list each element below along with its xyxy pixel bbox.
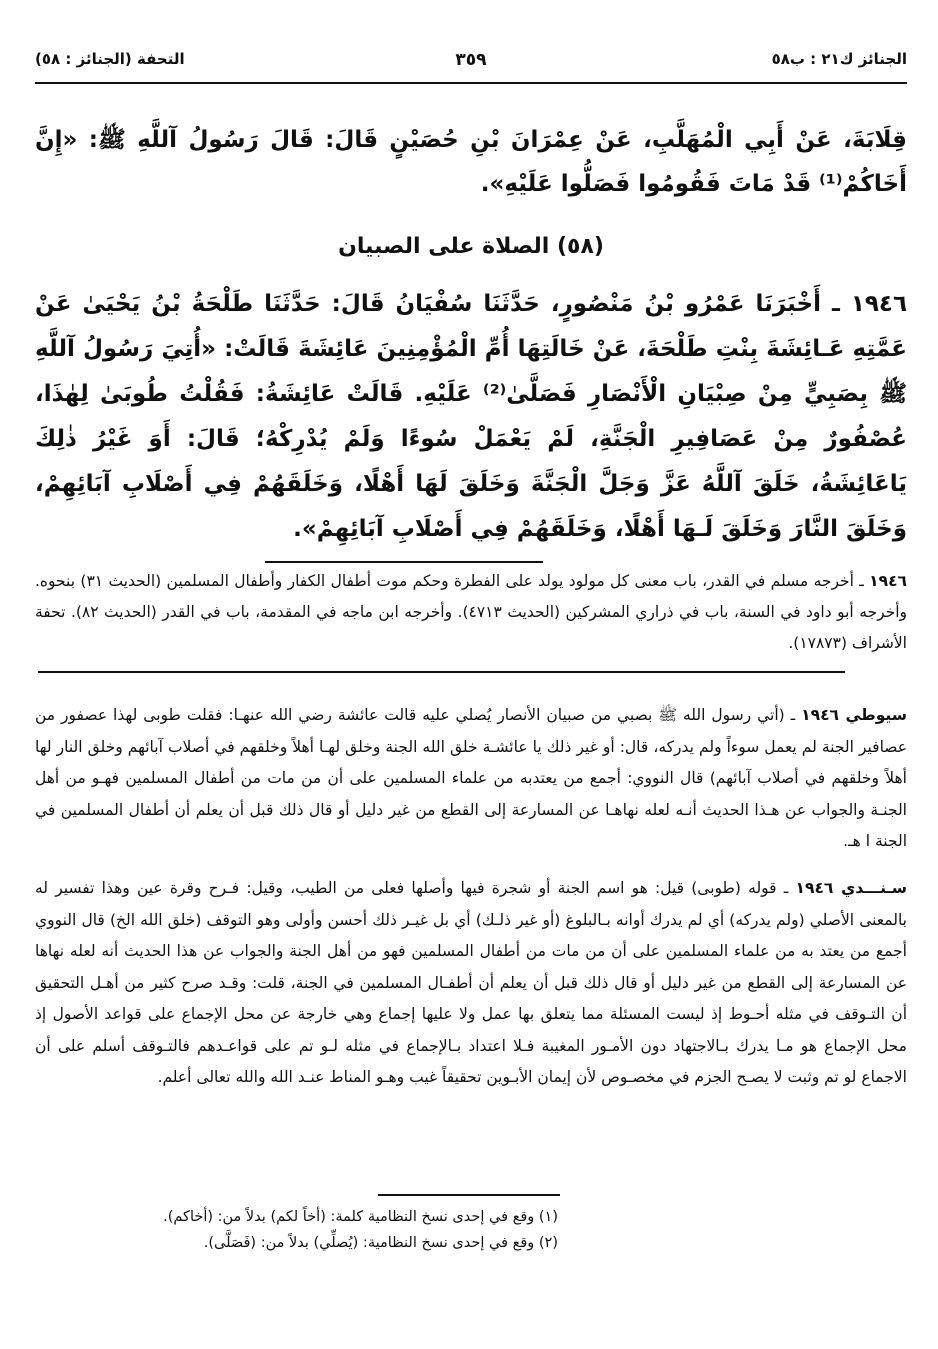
header-chapter-reference: الجنائز ك٢١ : ب٥٨: [771, 50, 907, 68]
hadith-continuation: قِلَابَةَ، عَنْ أَبِي الْمُهَلَّبِ، عَنْ عِمْرَانَ بْنِ حُصَيْنٍ قَالَ: قَالَ رَسُولُ آللَّهِ ﷺ: «إِنَّ أَخَاكُمْ⁽¹⁾ قَدْ مَاتَ فَقُومُوا فَصَلُّوا عَلَيْهِ».: [35, 127, 907, 197]
hadith-text: ـ أَخْبَرَنَا عَمْرُو بْنُ مَنْصُورٍ، حَدَّثَنَا سُفْيَانُ قَالَ: حَدَّثَنَا طَلْحَةُ بْنُ يَحْيَىٰ عَنْ عَمَّتِهِ عَـائِشَةَ بِنْتِ طَلْحَةَ، عَنْ خَالَتِهَا أُمِّ الْمُؤْمِنِينَ عَائِشَةَ قَالَتْ: «أُتِيَ رَسُولُ آللَّهِ ﷺ بِصَبِيٍّ مِنْ صِبْيَانِ الْأَنْصَارِ فَصَلَّىٰ⁽²⁾ عَلَيْهِ. قَالَتْ عَائِشَةُ: فَقُلْتُ طُوبَىٰ لِهٰذَا، عُصْفُورٌ مِنْ عَصَافِيرِ الْجَنَّةِ، لَمْ يَعْمَلْ سُوءًا وَلَمْ يُدْرِكْهُ؛ قَالَ: أَوَ غَيْرُ ذٰلِكَ يَاعَائِشَةُ، خَلَقَ آللَّهُ عَزَّ وَجَلَّ الْجَنَّةَ وَخَلَقَ لَهَا أَهْلًا، وَخَلَقَهُمْ فِي أَصْلَابِ آبَائِهِمْ، وَخَلَقَ النَّارَ وَخَلَقَ لَـهَا أَهْلًا، وَخَلَقَهُمْ فِي أَصْلَابِ آبَائِهِمْ».: [35, 291, 908, 542]
suyuti-commentary: [35, 700, 907, 858]
hadith-1946: [35, 282, 907, 552]
header-tuhfa-reference: التحفة (الجنائز : ٥٨): [35, 50, 185, 68]
takhrij-divider: [265, 561, 543, 563]
sindi-text: ـ قوله (طوبى) قيل: هو اسم الجنة أو شجرة فيها وأصلها فعلى من الطيب، وقيل: فـرح وقرة عين وهذا تفسير له بالمعنى الأصلي (ولم يدركه) أي لم يدرك أوانه بـالبلوغ (أو غير ذلـك) أي بل غيـر ذلك أحسن وأولى وهو التوقف (خلق الله الخ) قال النووي أجمع من يعتد به من علماء المسلمين على أن من مات من أطفال المسلمين فهو من أهل الجنة والجواب عن هذا الحديث أنه لعله نهاها عن المسارعة إلى القطع من غير دليل أو قال ذلك قبل أن يعلم أن أطفـال المسلمين في الجنة، قلت: وقـد صرح كثير من أهـل التحقيق أن التـوقف في مثله أحـوط إذ ليست المسئلة مما يتعلق بها عمل ولا عليها إجماع وهي خارجة عن محل الإجماع على قواعد الأصول إذ محل الإجماع هو مـا يدرك بـالاجتهاد دون الأمـور المغيبة فـلا اعتداد بـالإجماع في مثله لـو تم على قواعـدهم فالتـوقف أسلم على أن الاجماع لو تم وثبت لا يصـح الجزم في مخصـوص لأن إيمان الأبـوين تحقيقاً غيب وهـو المناط عنـد الله والله تعالى أعلم.: [35, 879, 907, 1086]
commentary-divider: [38, 671, 845, 673]
footnote-1: (١) وقع في إحدى نسخ النظامية كلمة: (أخاً لكم) بدلاً من: (أخاكم).: [163, 1209, 558, 1225]
chapter-title: (٥٨) الصلاة على الصبيان: [338, 234, 604, 259]
footnotes-divider: [378, 1194, 560, 1196]
suyuti-text: ـ (أتي رسول الله ﷺ بصبي من صبيان الأنصار يُصلي عليه قالت عائشة رضي الله عنهـا: فقلت طوبى لهذا عصفور من عصافير الجنة لم يعمل سوءاً ولم يدركه، قال: أو غير ذلك يا عائشـة خلق الله الجنة وخلق لهـا أهلاً وخلقهم في أصلاب آبائهم وخلق النار لها أهلاً وخلقهم في أصلاب آبائهم) قال النووي: أجمع من يعتدبه من علماء المسلمين على أن من مات من أطفال المسلمين فهـو من أهل الجنـة والجواب عن هـذا الحديث أنـه لعله نهاهـا عن المسارعة إلى القطع من غير دليل أو قال ذلك قبل أن يعلم أن أطفال المسلمين في الجنة ا هـ.: [35, 706, 907, 850]
page-number: ٣٥٩: [455, 50, 487, 70]
running-header: [35, 50, 907, 74]
page-footnotes: [38, 1204, 558, 1256]
suyuti-label: سيوطي ١٩٤٦: [801, 706, 908, 724]
sindi-commentary: [35, 873, 907, 1094]
header-divider: [35, 82, 907, 84]
takhrij-note: [35, 566, 907, 659]
hadith-number: ١٩٤٦: [850, 291, 907, 317]
takhrij-text: ـ أخرجه مسلم في القدر، باب معنى كل مولود يولد على الفطرة وحكم موت أطفال الكفار وأطفال المسلمين (الحديث ٣١) بنحوه. وأخرجه أبو داود في السنة، باب في ذراري المشركين (الحديث ٤٧١٣). وأخرجه ابن ماجه في المقدمة، باب في القدر (الحديث ٨٢). تحفة الأشراف (١٧٨٧٣).: [35, 572, 908, 652]
sindi-label: سـنـــدي ١٩٤٦: [795, 879, 907, 897]
takhrij-number: ١٩٤٦: [869, 572, 907, 590]
footnote-2: (٢) وقع في إحدى نسخ النظامية: (يُصلِّي) بدلاً من: (فَصَلَّى).: [203, 1235, 558, 1251]
